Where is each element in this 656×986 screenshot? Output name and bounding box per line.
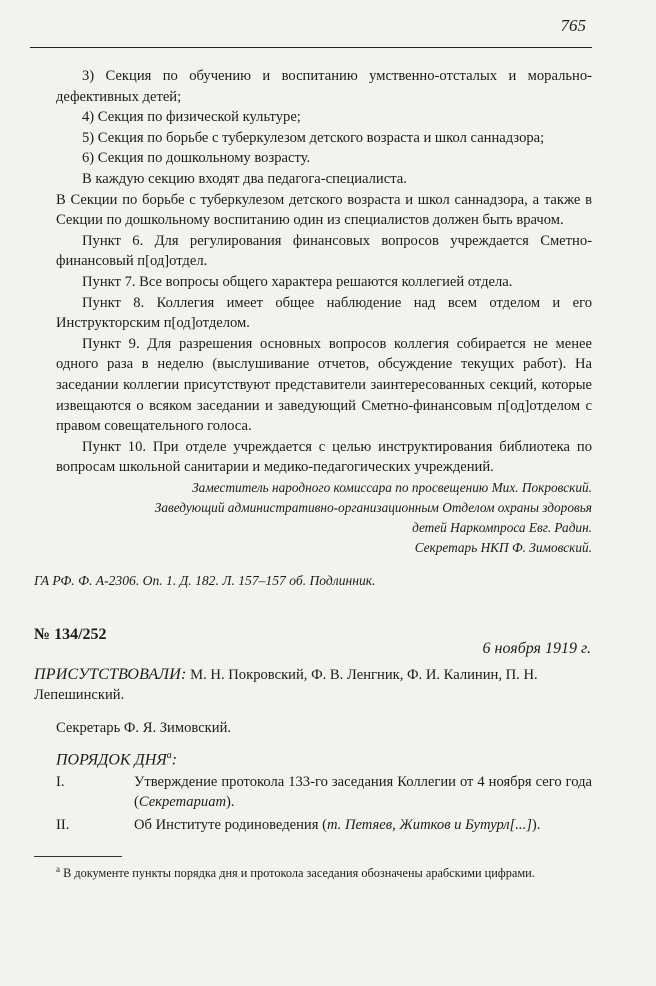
point-7: Пункт 7. Все вопросы общего характера решаются коллегией отдела.	[82, 273, 513, 290]
section-4-line: 4) Секция по физической культуре;	[82, 109, 301, 126]
document-number: № 134/252	[34, 626, 107, 643]
agenda-item	[56, 772, 592, 813]
document-date: 6 ноября 1919 г.	[482, 640, 591, 657]
present-label: ПРИСУТСТВОВАЛИ:	[34, 666, 187, 683]
point-6: Пункт 6. Для регулирования финансовых вопросов учреждается Сметно-финансовый п[од]отдел.	[56, 232, 592, 270]
signature-head-line1: Заведующий административно-организационным Отделом охраны здоровья	[154, 500, 592, 515]
attendance-block	[34, 665, 592, 706]
footnote-marker: а	[56, 864, 60, 874]
section-5-line: 5) Секция по борьбе с туберкулезом детского возраста и школ саннадзора;	[82, 129, 545, 146]
agenda-list	[56, 772, 592, 837]
footnote-rule	[34, 856, 122, 857]
point-8: Пункт 8. Коллегия имеет общее наблюдение над всем отделом и его Инструкторским п[од]отделом.	[56, 294, 592, 332]
present-names: М. Н. Покровский, Ф. В. Ленгник, Ф. И. Калинин, П. Н. Лепешинский.	[34, 667, 538, 704]
agenda-item-text-main: Об Институте родиноведения (	[134, 816, 327, 833]
agenda-item	[56, 815, 592, 835]
point-9: Пункт 9. Для разрешения основных вопросов коллегия собирается не менее одного раза в неделю (выслушивание отчетов, обсуждение текущих работ). На заседании коллегии присутствуют представители заинтересованных секций, которые извещаются о всяком заседании и заведующий Сметно-финансовым п[од]отделом с правом совещательного голоса.	[56, 335, 592, 435]
agenda-footnote-marker: а	[166, 750, 172, 761]
agenda-title: ПОРЯДОК $ДНЯ^а$:	[56, 750, 178, 769]
agenda-item-text-italic: т. Петяев, Житков и Бутурл[...]	[326, 816, 532, 833]
header-rule	[30, 47, 592, 48]
point-10: Пункт 10. При отделе учреждается с целью инструктирования библиотека по вопросам школьной санитарии и медико-педагогических учреждений.	[56, 438, 592, 476]
agenda-item-text-main: Утверждение протокола 133-го заседания Коллегии от 4 ноября сего года (	[134, 774, 592, 811]
agenda-item-text-end: ).	[531, 816, 541, 833]
agenda-item-text	[134, 772, 592, 813]
page-number: 765	[560, 16, 586, 35]
footnote	[56, 861, 596, 882]
agenda-item-text-end: ).	[226, 794, 235, 811]
signature-head-line2: детей Наркомпроса Евг. Радин.	[412, 520, 592, 535]
agenda-item-text	[134, 815, 592, 835]
footnote-text: В документе пункты порядка дня и протокола заседания обозначены арабскими цифрами.	[63, 866, 535, 881]
section-3-line: 3) Секция по обучению и воспитанию умственно-отсталых и морально-дефективных детей;	[56, 68, 592, 105]
signature-deputy: Заместитель народного комиссара по просвещению Мих. Покровский.	[192, 480, 592, 495]
body-text	[56, 66, 592, 478]
section-6-line: 6) Секция по дошкольному возрасту.	[82, 150, 311, 167]
agenda-item-number: II.	[56, 816, 70, 833]
signature-secretary: Секретарь НКП Ф. Зимовский.	[414, 540, 592, 555]
secretary-line: Секретарь Ф. Я. Зимовский.	[56, 720, 232, 736]
agenda-item-number: I.	[56, 774, 65, 790]
specialists-line: В каждую секцию входят два педагога-специалиста.	[82, 170, 407, 187]
agenda-item-text-italic: Секретариат	[138, 794, 227, 811]
doctor-paragraph: В Секции по борьбе с туберкулезом детского возраста и школ саннадзора, а также в Секции по дошкольному воспитанию один из специалистов должен быть врачом.	[56, 191, 592, 229]
archive-reference: ГА РФ. Ф. А-2306. Оп. 1. Д. 182. Л. 157–157 об. Подлинник.	[34, 573, 376, 588]
agenda-title-text: ПОРЯДОК ДНЯ	[56, 751, 167, 769]
